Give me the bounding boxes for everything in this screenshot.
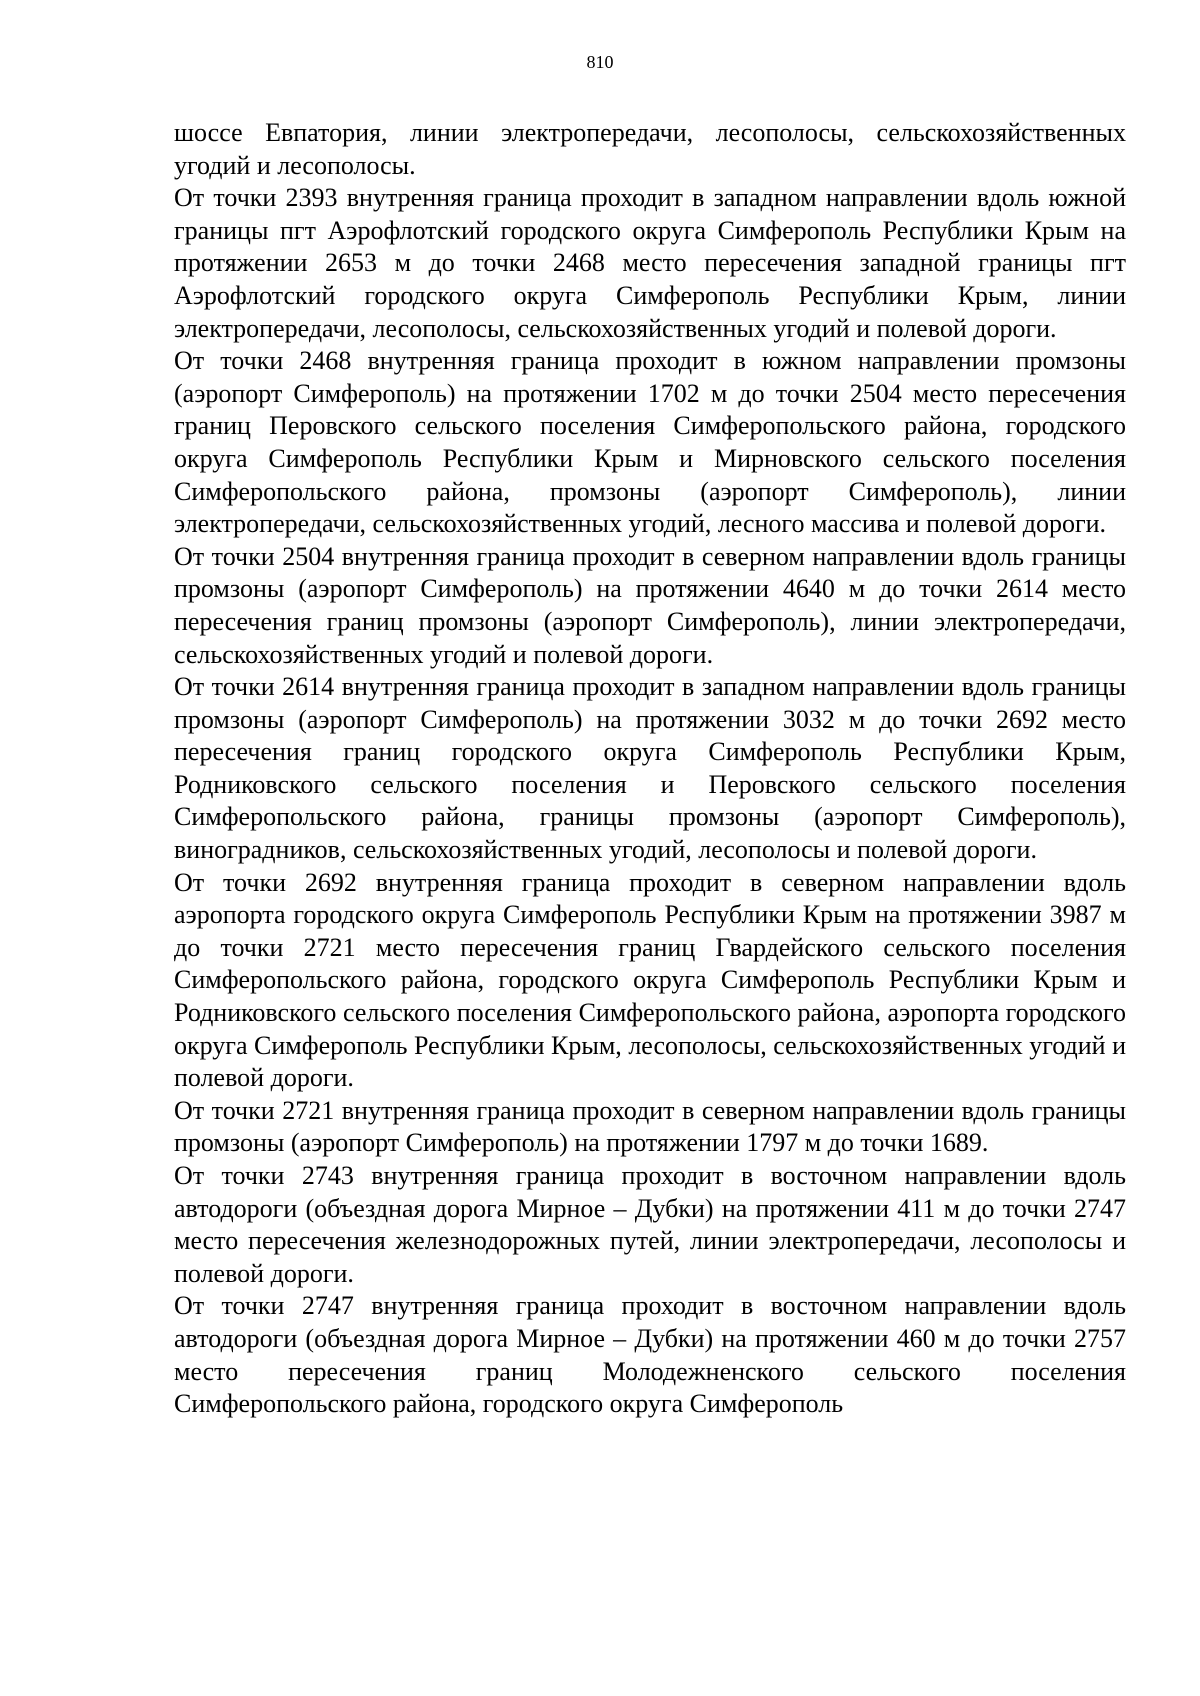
- paragraph-1: шоссе Евпатория, линии электропередачи, лесополосы, сельскохозяйственных угодий и лесополосы.: [174, 118, 1126, 180]
- paragraph-6: От точки 2692 внутренняя граница проходит в северном направлении вдоль аэропорта городского округа Симферополь Республики Крым на протяжении 3987 м до точки 2721 место пересечения границ Гвардейского сельского поселения Симферопольского района, городского округа Симферополь Республики Крым и Родниковского сельского поселения Симферопольского района, аэропорта городского округа Симферополь Республики Крым, лесополосы, сельскохозяйственных угодий и полевой дороги.: [174, 867, 1126, 1093]
- paragraph-8: От точки 2743 внутренняя граница проходит в восточном направлении вдоль автодороги (объездная дорога Мирное – Дубки) на протяжении 411 м до точки 2747 место пересечения железнодорожных путей, линии электропередачи, лесополосы и полевой дороги.: [174, 1161, 1126, 1288]
- paragraph-9: От точки 2747 внутренняя граница проходит в восточном направлении вдоль автодороги (объездная дорога Мирное – Дубки) на протяжении 460 м до точки 2757 место пересечения границ Молодежненского сельского поселения Симферопольского района, городского округа Симферополь: [174, 1291, 1126, 1419]
- document-body: [174, 117, 1126, 1421]
- paragraph-2: От точки 2393 внутренняя граница проходит в западном направлении вдоль южной границы пгт Аэрофлотский городского округа Симферополь Республики Крым на протяжении 2653 м до точки 2468 место пересечения западной границы пгт Аэрофлотский городского округа Симферополь Республики Крым, линии электропередачи, лесополосы, сельскохозяйственных угодий и полевой дороги.: [174, 183, 1126, 343]
- paragraph-7: От точки 2721 внутренняя граница проходит в северном направлении вдоль границы промзоны (аэропорт Симферополь) на протяжении 1797 м до точки 1689.: [174, 1095, 1126, 1158]
- paragraph-4: От точки 2504 внутренняя граница проходит в северном направлении вдоль границы промзоны (аэропорт Симферополь) на протяжении 4640 м до точки 2614 место пересечения границ промзоны (аэропорт Симферополь), линии электропередачи, сельскохозяйственных угодий и полевой дороги.: [174, 541, 1126, 669]
- paragraph-3: От точки 2468 внутренняя граница проходит в южном направлении промзоны (аэропорт Симферополь) на протяжении 1702 м до точки 2504 место пересечения границ Перовского сельского поселения Симферопольского района, городского округа Симферополь Республики Крым и Мирновского сельского поселения Симферопольского района, промзоны (аэропорт Симферополь), линии электропередачи, сельскохозяйственных угодий, лесного массива и полевой дороги.: [174, 346, 1126, 539]
- paragraph-5: От точки 2614 внутренняя граница проходит в западном направлении вдоль границы промзоны (аэропорт Симферополь) на протяжении 3032 м до точки 2692 место пересечения границ городского округа Симферополь Республики Крым, Родниковского сельского поселения и Перовского сельского поселения Симферопольского района, границы промзоны (аэропорт Симферополь), виноградников, сельскохозяйственных угодий, лесополосы и полевой дороги.: [174, 672, 1126, 865]
- page-number: 810: [586, 52, 614, 72]
